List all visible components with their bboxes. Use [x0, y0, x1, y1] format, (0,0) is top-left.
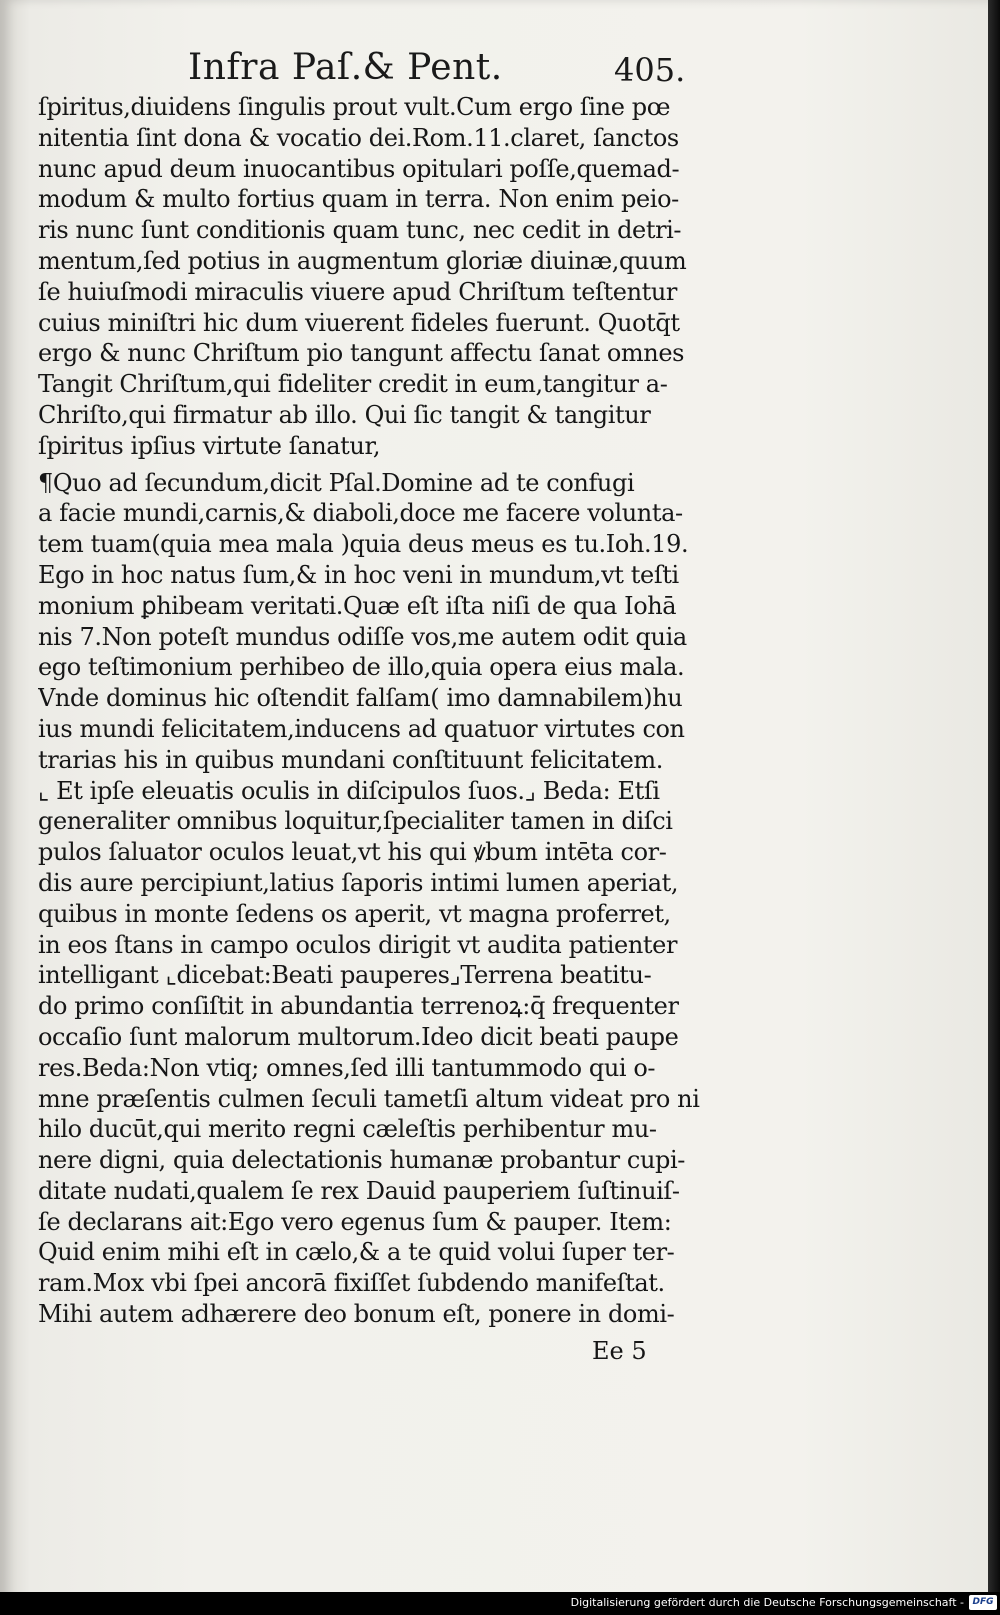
- text-line: monium ꝑhibeam veritati.Quæ eſt iſta niſi de qua Iohā: [38, 591, 677, 620]
- text-line: Mihi autem adhærere deo bonum eſt, ponere in domi-: [38, 1300, 675, 1329]
- text-line: res.Beda:Non vtiq; omnes,ſed illi tantummodo qui o-: [38, 1053, 656, 1082]
- text-line: generaliter omnibus loquitur,ſpecialiter tamen in diſci: [38, 807, 673, 836]
- text-line: ram.Mox vbi ſpei ancorā fixiſſet ſubdendo manifeſtat.: [38, 1269, 665, 1298]
- page-edge-shadow: [988, 0, 1000, 1605]
- body-text: [38, 92, 753, 1330]
- text-line: ego teſtimonium perhibeo de illo,quia opera eius mala.: [38, 653, 685, 682]
- text-line: ſpiritus ipſius virtute ſanatur,: [38, 431, 381, 460]
- text-line: nere digni, quia delectationis humanæ probantur cupi-: [38, 1146, 685, 1175]
- text-line: Chriſto,qui firmatur ab illo. Qui ſic tangit & tangitur: [38, 400, 651, 429]
- text-line: ſe huiuſmodi miraculis viuere apud Chriſtum teſtentur: [38, 277, 677, 306]
- running-title: Infra Paſ.& Pent.: [188, 47, 503, 88]
- text-line: nunc apud deum inuocantibus opitulari poſſe,quemad-: [38, 154, 680, 183]
- text-line: dis aure percipiunt,latius ſaporis intimi lumen aperiat,: [38, 868, 679, 897]
- text-line: ius mundi felicitatem,inducens ad quatuor virtutes con: [38, 714, 685, 743]
- text-line: nis 7.Non poteſt mundus odiſſe vos,me autem odit quia: [38, 622, 687, 651]
- text-line: pulos ſaluator oculos leuat,vt his qui ꝟbum intēta cor-: [38, 838, 667, 867]
- text-line: Tangit Chriſtum,qui fideliter credit in eum,tangitur a-: [38, 370, 668, 399]
- text-line: a facie mundi,carnis,& diaboli,doce me facere volunta-: [38, 499, 683, 528]
- credit-text: Digitalisierung gefördert durch die Deutsche Forschungsgemeinschaft -: [570, 1596, 964, 1609]
- text-line: hilo ducūt,qui merito regni cæleſtis perhibentur mu-: [38, 1115, 657, 1144]
- text-line: quibus in monte ſedens os aperit, vt magna proferret,: [38, 899, 671, 928]
- text-line: modum & multo fortius quam in terra. Non enim peio-: [38, 185, 679, 214]
- text-line: ¶Quo ad ſecundum,dicit Pſal.Domine ad te confugi: [38, 468, 635, 497]
- credit-bar: [0, 1592, 1000, 1615]
- dfg-logo-icon: DFG: [969, 1595, 997, 1610]
- text-line: mne præſentis culmen ſeculi tametſi altum videat pro ni: [38, 1084, 700, 1113]
- signature-mark: Ee 5: [592, 1337, 647, 1365]
- text-line: tem tuam(quia mea mala )quia deus meus es tu.Ioh.19.: [38, 530, 689, 559]
- text-line: cuius miniſtri hic dum viuerent fideles fuerunt. Quotq̄t: [38, 308, 680, 337]
- text-line: Ego in hoc natus ſum,& in hoc veni in mundum,vt teſti: [38, 560, 679, 589]
- page-header: [188, 48, 708, 98]
- text-line: nitentia ſint dona & vocatio dei.Rom.11.claret, ſanctos: [38, 123, 679, 152]
- text-line: occaſio ſunt malorum multorum.Ideo dicit beati paupe: [38, 1022, 679, 1051]
- text-line: ſe declarans ait:Ego vero egenus ſum & pauper. Item:: [38, 1207, 672, 1236]
- text-line: ris nunc ſunt conditionis quam tunc, nec cedit in detri-: [38, 216, 682, 245]
- text-line: ſpiritus,diuidens ſingulis prout vult.Cum ergo ſine pœ: [38, 93, 671, 121]
- text-line: trarias his in quibus mundani conſtituunt felicitatem.: [38, 745, 664, 774]
- text-line: do primo conſiſtit in abundantia terrenoꝝ:q̄ frequenter: [38, 992, 679, 1021]
- text-line: Quid enim mihi eſt in cælo,& a te quid volui ſuper ter-: [38, 1238, 675, 1267]
- text-line: ditate nudati,qualem ſe rex Dauid pauperiem ſuſtinuiſ-: [38, 1176, 680, 1205]
- page-number: 405.: [614, 51, 686, 89]
- text-line: intelligant ⌞dicebat:Beati pauperes⌟Terrena beatitu-: [38, 961, 652, 990]
- text-line: ⌞ Et ipſe eleuatis oculis in diſcipulos ſuos.⌟ Beda: Etſi: [38, 776, 660, 805]
- text-line: mentum,ſed potius in augmentum gloriæ diuinæ,quum: [38, 246, 687, 275]
- text-line: ergo & nunc Chriſtum pio tangunt affectu ſanat omnes: [38, 339, 685, 368]
- text-line: Vnde dominus hic oſtendit falſam( imo damnabilem)hu: [38, 684, 683, 713]
- text-line: in eos ſtans in campo oculos dirigit vt audita patienter: [38, 930, 678, 959]
